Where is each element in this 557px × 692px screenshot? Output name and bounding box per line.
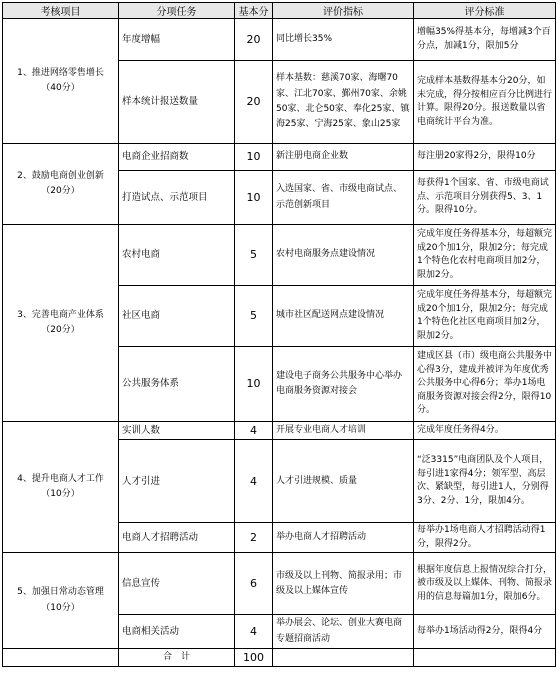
group-cell — [3, 422, 119, 553]
group-cell — [3, 553, 119, 649]
evaluation-table — [2, 2, 556, 667]
standard-cell: 每举办1场电商人才招聘活动得1分，限得2分。 — [414, 523, 556, 553]
group-name: 3、完善电商产业体系 — [17, 309, 104, 320]
score-cell: 4 — [235, 440, 273, 523]
task-cell: 信息宣传 — [119, 553, 235, 615]
score-cell: 6 — [235, 553, 273, 615]
standard-cell: 增幅35%得基本分，每增减3个百分点，加减1分，限加5分 — [414, 19, 556, 61]
standard-cell: 完成年度任务得基本分，每超额完成20个加1分，限加2分；每完成1个特色化社区电商项目加2分，限加2分。 — [414, 286, 556, 347]
indicator-cell: 举办展会、论坛、创业大赛电商专题招商活动 — [273, 615, 414, 649]
task-cell: 人才引进 — [119, 440, 235, 523]
standard-cell: 根据年度信息上报情况综合打分，被市级及以上媒体、刊物、简报录用的信息每篇加1分，限加6分。 — [414, 553, 556, 615]
indicator-cell: 人才引进规模、质量 — [273, 440, 414, 523]
header-task: 分项任务 — [119, 3, 235, 19]
group-points: （10分） — [41, 489, 80, 500]
task-cell: 电商企业招商数 — [119, 144, 235, 171]
score-cell: 2 — [235, 523, 273, 553]
score-cell: 4 — [235, 615, 273, 649]
group-name: 2、鼓励电商创业创新 — [17, 170, 104, 181]
score-cell: 5 — [235, 225, 273, 286]
score-cell: 4 — [235, 422, 273, 440]
table-row — [3, 144, 556, 171]
standard-cell: 完成年度任务得4分。 — [414, 422, 556, 440]
task-cell: 样本统计报送数量 — [119, 61, 235, 144]
total-label: 合 计 — [119, 648, 235, 666]
indicator-cell: 同比增长35% — [273, 19, 414, 61]
score-cell: 10 — [235, 144, 273, 171]
indicator-cell: 新注册电商企业数 — [273, 144, 414, 171]
task-cell: 打造试点、示范项目 — [119, 171, 235, 225]
task-cell: 农村电商 — [119, 225, 235, 286]
total-row — [3, 648, 556, 666]
blank-cell — [414, 648, 556, 666]
indicator-cell: 举办电商人才招聘活动 — [273, 523, 414, 553]
score-cell: 5 — [235, 286, 273, 347]
header-indicator: 评价指标 — [273, 3, 414, 19]
indicator-cell: 开展专业电商人才培训 — [273, 422, 414, 440]
group-cell — [3, 144, 119, 225]
blank-cell — [273, 648, 414, 666]
group-name: 1、推进网络零售增长 — [17, 67, 104, 78]
standard-cell: 每获得1个国家、省、市级电商试点、示范项目分别获得5、3、1分。限得10分。 — [414, 171, 556, 225]
standard-cell: 每举办1场活动得2分，限得4分 — [414, 615, 556, 649]
group-name: 5、加强日常动态管理 — [17, 587, 104, 598]
group-points: （20分） — [41, 186, 80, 196]
task-cell: 电商人才招聘活动 — [119, 523, 235, 553]
group-points: （20分） — [41, 325, 80, 335]
header-row — [3, 3, 556, 19]
score-cell: 10 — [235, 171, 273, 225]
standard-cell: 完成样本基数得基本分20分，如未完成，得分按相应百分比例进行计算。限得20分。报送数量以省电商统计平台为准。 — [414, 61, 556, 144]
blank-cell — [3, 648, 119, 666]
indicator-cell: 市级及以上刊物、简报录用；市级及以上媒体宣传 — [273, 553, 414, 615]
standard-cell: 每注册20家得2分，限得10分 — [414, 144, 556, 171]
indicator-cell: 城市社区配送网点建设情况 — [273, 286, 414, 347]
group-cell — [3, 225, 119, 422]
task-cell: 年度增幅 — [119, 19, 235, 61]
group-points: （10分） — [41, 602, 80, 613]
total-score: 100 — [235, 648, 273, 666]
task-cell: 电商相关活动 — [119, 615, 235, 649]
task-cell: 社区电商 — [119, 286, 235, 347]
table-row — [3, 225, 556, 286]
indicator-cell: 农村电商服务点建设情况 — [273, 225, 414, 286]
table-row — [3, 422, 556, 440]
header-score: 基本分 — [235, 3, 273, 19]
score-cell: 20 — [235, 19, 273, 61]
header-standard: 评分标准 — [414, 3, 556, 19]
table-row — [3, 553, 556, 615]
score-cell: 10 — [235, 347, 273, 422]
score-cell: 20 — [235, 61, 273, 144]
indicator-cell: 样本基数：慈溪70家、海曙70家、江北70家、鄞州70家、余姚50家、北仑50家、奉化25家、镇海25家、宁海25家、象山25家 — [273, 61, 414, 144]
group-cell — [3, 19, 119, 144]
task-cell: 实训人数 — [119, 422, 235, 440]
indicator-cell: 入选国家、省、市级电商试点、示范创新项目 — [273, 171, 414, 225]
indicator-cell: 建设电子商务公共服务中心举办电商服务资源对接会 — [273, 347, 414, 422]
standard-cell: 建成区县（市）级电商公共服务中心得3分，建成并被评为年度优秀公共服务中心得6分；举办1场电商服务资源对接会得2分，限得10分。 — [414, 347, 556, 422]
table-row — [3, 19, 556, 61]
group-points: （40分） — [41, 83, 80, 93]
header-project: 考核项目 — [3, 3, 119, 19]
standard-cell: “泛3315”电商团队及个人项目，每引进1家得4分；领军型、高层次、紧缺型，每引进1人，分别得3分、2分、1分，限加4分。 — [414, 440, 556, 523]
standard-cell: 完成年度任务得基本分，每超额完成20个加1分，限加2分；每完成1个特色化农村电商项目加2分，限加2分。 — [414, 225, 556, 286]
group-name: 4、提升电商人才工作 — [17, 473, 104, 484]
task-cell: 公共服务体系 — [119, 347, 235, 422]
